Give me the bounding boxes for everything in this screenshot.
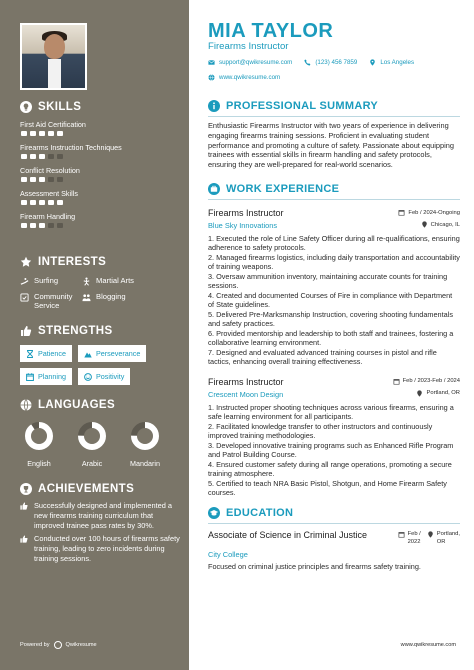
rating-dot [30, 223, 36, 228]
powered-by: Powered by Qwikresume [20, 642, 97, 648]
language-name: Mandarin [130, 459, 160, 468]
calendar-icon [398, 531, 405, 538]
rating-dot [21, 131, 27, 136]
job-title: Firearms Instructor [208, 208, 284, 218]
community-icon [20, 293, 29, 302]
languages-title: LANGUAGES [38, 399, 116, 411]
education-heading: EDUCATION [208, 507, 460, 519]
map-pin-icon [416, 390, 423, 397]
bullet-item: 2. Managed firearms logistics, including daily transportation and accountability of training weapons. [208, 252, 460, 272]
map-pin-icon [369, 59, 376, 66]
interest-item: Community Service [20, 292, 82, 311]
degree: Associate of Science in Criminal Justice [208, 530, 368, 540]
job-title: Firearms Instructor [208, 376, 284, 387]
language-level-ring [77, 421, 107, 451]
achievements-title: ACHIEVEMENTS [38, 483, 135, 495]
rating-dot [48, 131, 54, 136]
divider [208, 199, 460, 200]
skills-title: SKILLS [38, 101, 82, 113]
experience-section [208, 183, 460, 498]
education-entry [208, 530, 460, 546]
rating-dot [30, 177, 36, 182]
thumbs-up-icon [20, 535, 28, 543]
globe-icon [208, 74, 215, 81]
phone-item[interactable]: (123) 456 7859 [304, 59, 357, 66]
rating-dot [39, 177, 45, 182]
location-item: Los Angeles [369, 59, 414, 66]
skill-item [20, 189, 180, 205]
lightbulb-icon [20, 101, 32, 113]
skill-rating [21, 223, 180, 228]
rating-dot [30, 200, 36, 205]
skill-rating [21, 154, 180, 159]
job-location: Portland, OR [416, 390, 460, 397]
skill-item [20, 166, 180, 182]
graduation-cap-icon [208, 507, 220, 519]
skills-list [20, 120, 180, 228]
rating-dot [21, 154, 27, 159]
bullet-item: 5. Delivered Pre-Marksmanship Instruction, covering shooting fundamentals and safety practices. [208, 309, 453, 329]
languages-list [20, 421, 180, 468]
strengths-list [20, 345, 170, 385]
bullet-item: 4. Created and documented Courses of Fire in compliance with Department of State guidelines. [208, 290, 453, 310]
education-location: Portland, OR [427, 530, 460, 546]
strengths-heading [20, 325, 180, 337]
globe-icon [20, 399, 32, 411]
mountain-icon [84, 350, 92, 358]
rating-dot [21, 223, 27, 228]
smile-icon [84, 373, 92, 381]
bullet-item: 1. Executed the role of Line Safety Officer during all re-qualifications, ensuring adherence to safety protocols. [208, 234, 460, 253]
map-pin-icon [421, 221, 428, 228]
achievements-section [20, 483, 180, 564]
company-name: Blue Sky Innovations [208, 221, 278, 230]
skill-rating [21, 131, 180, 136]
phone-icon [304, 59, 311, 66]
skill-name: First Aid Certification [20, 120, 86, 129]
job-bullets [208, 234, 460, 367]
email-item[interactable]: support@qwikresume.com [208, 59, 292, 66]
website-item[interactable]: www.qwikresume.com [208, 74, 280, 81]
job-location: Chicago, IL [421, 221, 460, 228]
language-level-ring [24, 421, 54, 451]
calendar-icon [398, 209, 405, 216]
interest-item: Blogging [82, 292, 162, 311]
strength-chip: Positivity [78, 368, 130, 385]
interests-title: INTERESTS [38, 256, 107, 268]
achievement-item: Successfully designed and implemented a new firearms training curriculum that improved trainee pass rates by 30%. [20, 501, 180, 530]
jobs-list [208, 208, 460, 498]
hourglass-icon [26, 350, 34, 358]
rating-dot [57, 223, 63, 228]
sidebar [0, 0, 189, 670]
interest-item: Surfing [20, 276, 82, 286]
divider [208, 523, 460, 524]
skill-name: Firearms Instruction Techniques [20, 143, 122, 152]
achievements-heading [20, 483, 180, 495]
avatar [22, 25, 85, 88]
brand-link[interactable]: Qwikresume [65, 642, 97, 648]
rating-dot [57, 177, 63, 182]
rating-dot [39, 223, 45, 228]
skills-section [20, 101, 180, 228]
skill-rating [21, 177, 180, 182]
achievements-list [20, 501, 180, 564]
bullet-item: 7. Designed and evaluated advanced training courses in pistol and rifle tactics, enhancing overall training effectiveness. [208, 347, 437, 367]
calendar-icon [393, 378, 400, 385]
calendar-icon [26, 373, 34, 381]
achievement-item: Conducted over 100 hours of firearms safety training, leading to zero incidents during training sessions. [20, 534, 180, 563]
job-bullets [208, 403, 460, 498]
interests-list [20, 276, 180, 311]
map-pin-icon [427, 531, 434, 538]
language-level-ring [130, 421, 160, 451]
rating-dot [57, 154, 63, 159]
experience-heading: WORK EXPERIENCE [208, 183, 460, 195]
bullet-item: 4. Ensured customer safety during all range operations, promoting a secure training atmosphere. [208, 459, 452, 479]
skill-item [20, 120, 180, 136]
summary-section [208, 100, 460, 170]
interests-heading [20, 256, 180, 268]
strength-chip: Perseverance [78, 345, 146, 362]
language-name: English [27, 459, 51, 468]
profile-photo [20, 23, 87, 90]
candidate-name: MIA TAYLOR [208, 20, 334, 42]
bullet-item: 3. Developed innovative training programs such as Enhanced Rifle Program and Patrol Building Course. [208, 440, 454, 460]
education-date: Feb / 2022 [398, 530, 421, 546]
surfing-icon [20, 277, 29, 286]
school-name: City College [208, 550, 248, 560]
contact-info [208, 59, 422, 89]
rating-dot [57, 200, 63, 205]
summary-text: Enthusiastic Firearms Instructor with two years of experience in delivering engaging firearms training sessions. Proficient in evaluating student performance and promoting a culture of safety. Passionate about equipping trainees with essential skills in firearm handling and safety protocols, ensuring they are well-prepared for real-world scenarios. [208, 121, 454, 170]
languages-section [20, 399, 180, 468]
language-name: Arabic [81, 459, 103, 468]
rating-dot [48, 223, 54, 228]
skill-rating [21, 200, 180, 205]
bullet-item: 2. Facilitated knowledge transfer to other instructors and continuously improved training methodologies. [208, 421, 433, 441]
candidate-title: Firearms Instructor [208, 41, 289, 52]
trophy-icon [20, 483, 32, 495]
job-date: Feb / 2023-Feb / 2024 [393, 378, 460, 385]
star-icon [20, 256, 32, 268]
envelope-icon [208, 59, 215, 66]
strength-chip: Patience [20, 345, 72, 362]
blogging-icon [82, 293, 91, 302]
strength-chip: Planning [20, 368, 72, 385]
martial-arts-icon [82, 277, 91, 286]
language-item [126, 421, 164, 468]
thumbs-up-icon [20, 502, 28, 510]
education-description: Focused on criminal justice principles and firearms safety training. [208, 562, 421, 572]
interests-section [20, 256, 180, 311]
job-date: Feb / 2024-Ongoing [398, 209, 460, 216]
skill-name: Conflict Resolution [20, 166, 80, 175]
footer-website[interactable]: www.qwikresume.com [400, 642, 456, 648]
company-name: Crescent Moon Design [208, 389, 284, 399]
rating-dot [48, 154, 54, 159]
skill-name: Assessment Skills [20, 189, 78, 198]
rating-dot [48, 177, 54, 182]
bullet-item: 3. Oversaw ammunition inventory, maintaining accurate counts for training sessions. [208, 271, 448, 291]
rating-dot [39, 131, 45, 136]
briefcase-icon [208, 183, 220, 195]
strengths-section [20, 325, 180, 385]
language-level-arc [28, 425, 50, 447]
education-section [208, 507, 460, 572]
rating-dot [30, 131, 36, 136]
languages-heading [20, 399, 180, 411]
language-item [73, 421, 111, 468]
strengths-title: STRENGTHS [38, 325, 113, 337]
job-entry [208, 208, 460, 367]
skill-item [20, 143, 180, 159]
rating-dot [39, 200, 45, 205]
skill-item [20, 212, 180, 228]
bullet-item: 5. Certified to teach NRA Basic Pistol, Shotgun, and Home Firearm Safety courses. [208, 478, 447, 498]
language-item [20, 421, 58, 468]
skills-heading [20, 101, 180, 113]
main-content [189, 0, 474, 670]
rating-dot [21, 177, 27, 182]
bullet-item: 6. Provided mentorship and leadership to both staff and trainees, fostering a collaborative learning environment. [208, 328, 454, 348]
qwikresume-logo-icon [54, 641, 62, 649]
info-icon [208, 100, 220, 112]
rating-dot [48, 200, 54, 205]
thumbs-up-icon [20, 325, 32, 337]
skill-name: Firearm Handling [20, 212, 76, 221]
rating-dot [30, 154, 36, 159]
rating-dot [21, 200, 27, 205]
rating-dot [57, 131, 63, 136]
rating-dot [39, 154, 45, 159]
interest-item: Martial Arts [82, 276, 162, 286]
bullet-item: 1. Instructed proper shooting techniques across various firearms, ensuring a safe learning environment for all participants. [208, 402, 454, 422]
divider [208, 116, 460, 117]
summary-heading: PROFESSIONAL SUMMARY [208, 100, 460, 112]
job-entry [208, 377, 460, 498]
